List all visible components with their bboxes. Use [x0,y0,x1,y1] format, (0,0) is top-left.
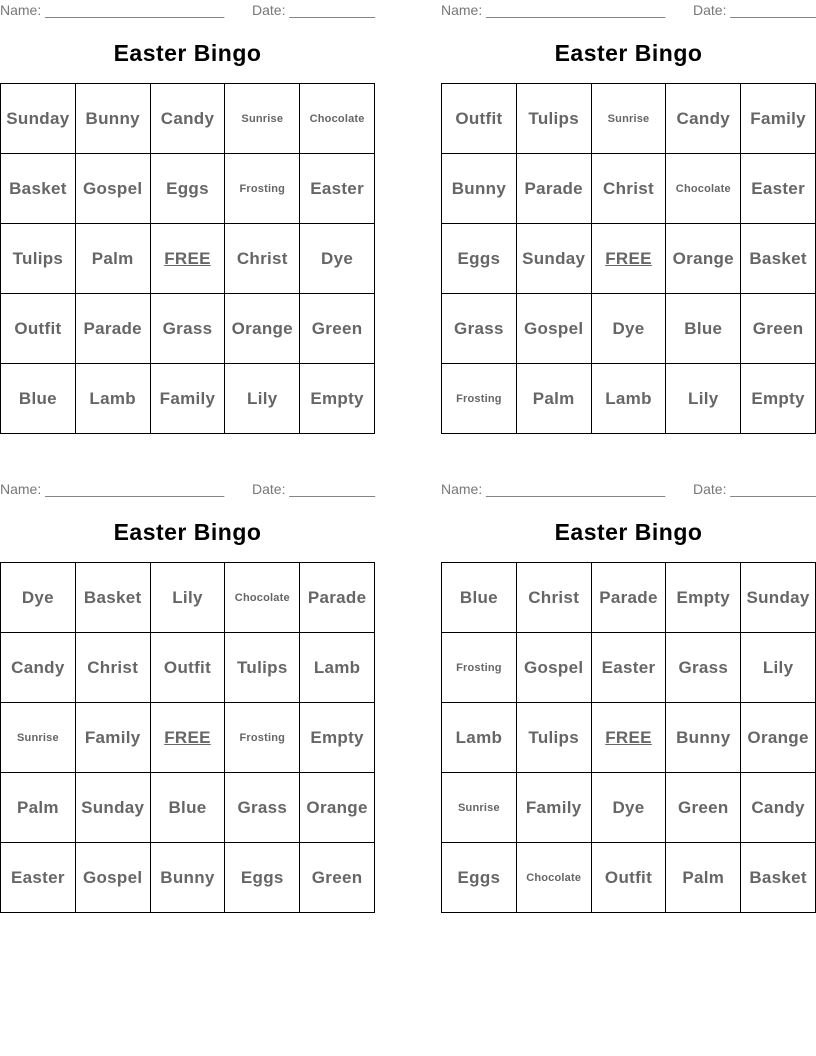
bingo-cell: Lamb [592,364,667,434]
bingo-cell: Empty [300,364,375,434]
bingo-cell: Chocolate [225,563,300,633]
bingo-cell: Candy [666,84,741,154]
bingo-cell: Frosting [442,633,517,703]
bingo-cell: Gospel [76,843,151,913]
bingo-cell: Bunny [666,703,741,773]
bingo-cell: Easter [592,633,667,703]
bingo-cell: Bunny [151,843,226,913]
name-field: Name: _______________________ [0,481,225,497]
card-title: Easter Bingo [113,519,262,545]
bingo-cell: Candy [741,773,816,843]
bingo-cell: Empty [666,563,741,633]
bingo-cell: Sunday [1,84,76,154]
bingo-cell: Family [517,773,592,843]
bingo-cell: Parade [300,563,375,633]
bingo-cell: Family [76,703,151,773]
bingo-cell: Sunday [741,563,816,633]
bingo-cell: Candy [1,633,76,703]
bingo-cell: Orange [666,224,741,294]
bingo-cell: Green [666,773,741,843]
bingo-card-3 [0,479,375,911]
bingo-cell: Eggs [225,843,300,913]
bingo-grid [441,562,816,913]
bingo-cell: Outfit [1,294,76,364]
date-field: Date: ___________ [252,481,375,497]
bingo-cell: Blue [151,773,226,843]
bingo-cell: Easter [1,843,76,913]
bingo-cell: Lamb [300,633,375,703]
bingo-cell: Easter [741,154,816,224]
bingo-cell: Christ [517,563,592,633]
bingo-cell: Grass [666,633,741,703]
bingo-cell: Chocolate [666,154,741,224]
bingo-cell: Lamb [76,364,151,434]
free-space-cell: FREE [151,703,226,773]
bingo-cell: Chocolate [517,843,592,913]
bingo-cell: Gospel [517,633,592,703]
bingo-cell: Green [741,294,816,364]
bingo-cell: Blue [1,364,76,434]
name-field: Name: _______________________ [441,481,666,497]
bingo-cell: Orange [300,773,375,843]
bingo-cell: Lamb [442,703,517,773]
bingo-cell: Orange [225,294,300,364]
bingo-cell: Palm [517,364,592,434]
bingo-cell: Family [741,84,816,154]
free-space-cell: FREE [151,224,226,294]
bingo-card-1 [0,0,375,432]
bingo-card-4 [441,479,816,911]
bingo-cell: Frosting [442,364,517,434]
bingo-cell: Sunday [76,773,151,843]
bingo-cell: Outfit [442,84,517,154]
bingo-card-2 [441,0,816,432]
bingo-cell: Dye [592,773,667,843]
bingo-cell: Blue [442,563,517,633]
bingo-cell: Gospel [517,294,592,364]
bingo-cell: Christ [592,154,667,224]
bingo-grid [441,83,816,434]
bingo-cell: Tulips [517,703,592,773]
card-title: Easter Bingo [554,519,703,545]
name-field: Name: _______________________ [0,2,225,18]
bingo-cell: Chocolate [300,84,375,154]
bingo-cell: Sunrise [592,84,667,154]
bingo-grid [0,83,375,434]
bingo-cell: Tulips [517,84,592,154]
bingo-cell: Tulips [1,224,76,294]
free-space-cell: FREE [592,224,667,294]
bingo-cell: Orange [741,703,816,773]
bingo-cell: Dye [592,294,667,364]
bingo-cell: Sunrise [225,84,300,154]
bingo-cell: Candy [151,84,226,154]
bingo-cell: Outfit [592,843,667,913]
bingo-cell: Sunrise [1,703,76,773]
bingo-cell: Bunny [76,84,151,154]
bingo-cell: Palm [1,773,76,843]
bingo-cell: Grass [151,294,226,364]
bingo-cell: Sunday [517,224,592,294]
bingo-cell: Parade [76,294,151,364]
bingo-cell: Empty [741,364,816,434]
bingo-cell: Family [151,364,226,434]
bingo-cell: Lily [151,563,226,633]
bingo-cell: Basket [76,563,151,633]
bingo-cell: Palm [666,843,741,913]
bingo-cell: Eggs [442,843,517,913]
bingo-cell: Tulips [225,633,300,703]
bingo-cell: Parade [517,154,592,224]
bingo-cell: Sunrise [442,773,517,843]
bingo-cell: Empty [300,703,375,773]
bingo-cell: Blue [666,294,741,364]
bingo-cell: Easter [300,154,375,224]
bingo-cell: Grass [225,773,300,843]
bingo-cell: Bunny [442,154,517,224]
card-title: Easter Bingo [554,40,703,66]
bingo-cell: Outfit [151,633,226,703]
bingo-cell: Dye [300,224,375,294]
bingo-cell: Frosting [225,703,300,773]
bingo-cell: Palm [76,224,151,294]
date-field: Date: ___________ [252,2,375,18]
bingo-cell: Basket [741,224,816,294]
bingo-cell: Grass [442,294,517,364]
date-field: Date: ___________ [693,2,816,18]
bingo-cell: Eggs [151,154,226,224]
card-title: Easter Bingo [113,40,262,66]
bingo-grid [0,562,375,913]
bingo-cell: Green [300,294,375,364]
bingo-cell: Christ [225,224,300,294]
bingo-cell: Green [300,843,375,913]
bingo-cell: Dye [1,563,76,633]
bingo-cell: Eggs [442,224,517,294]
bingo-cell: Gospel [76,154,151,224]
bingo-cell: Christ [76,633,151,703]
bingo-cell: Lily [666,364,741,434]
bingo-cell: Basket [741,843,816,913]
bingo-cell: Lily [225,364,300,434]
bingo-cell: Lily [741,633,816,703]
date-field: Date: ___________ [693,481,816,497]
bingo-cell: Frosting [225,154,300,224]
free-space-cell: FREE [592,703,667,773]
bingo-cell: Basket [1,154,76,224]
name-field: Name: _______________________ [441,2,666,18]
bingo-cell: Parade [592,563,667,633]
